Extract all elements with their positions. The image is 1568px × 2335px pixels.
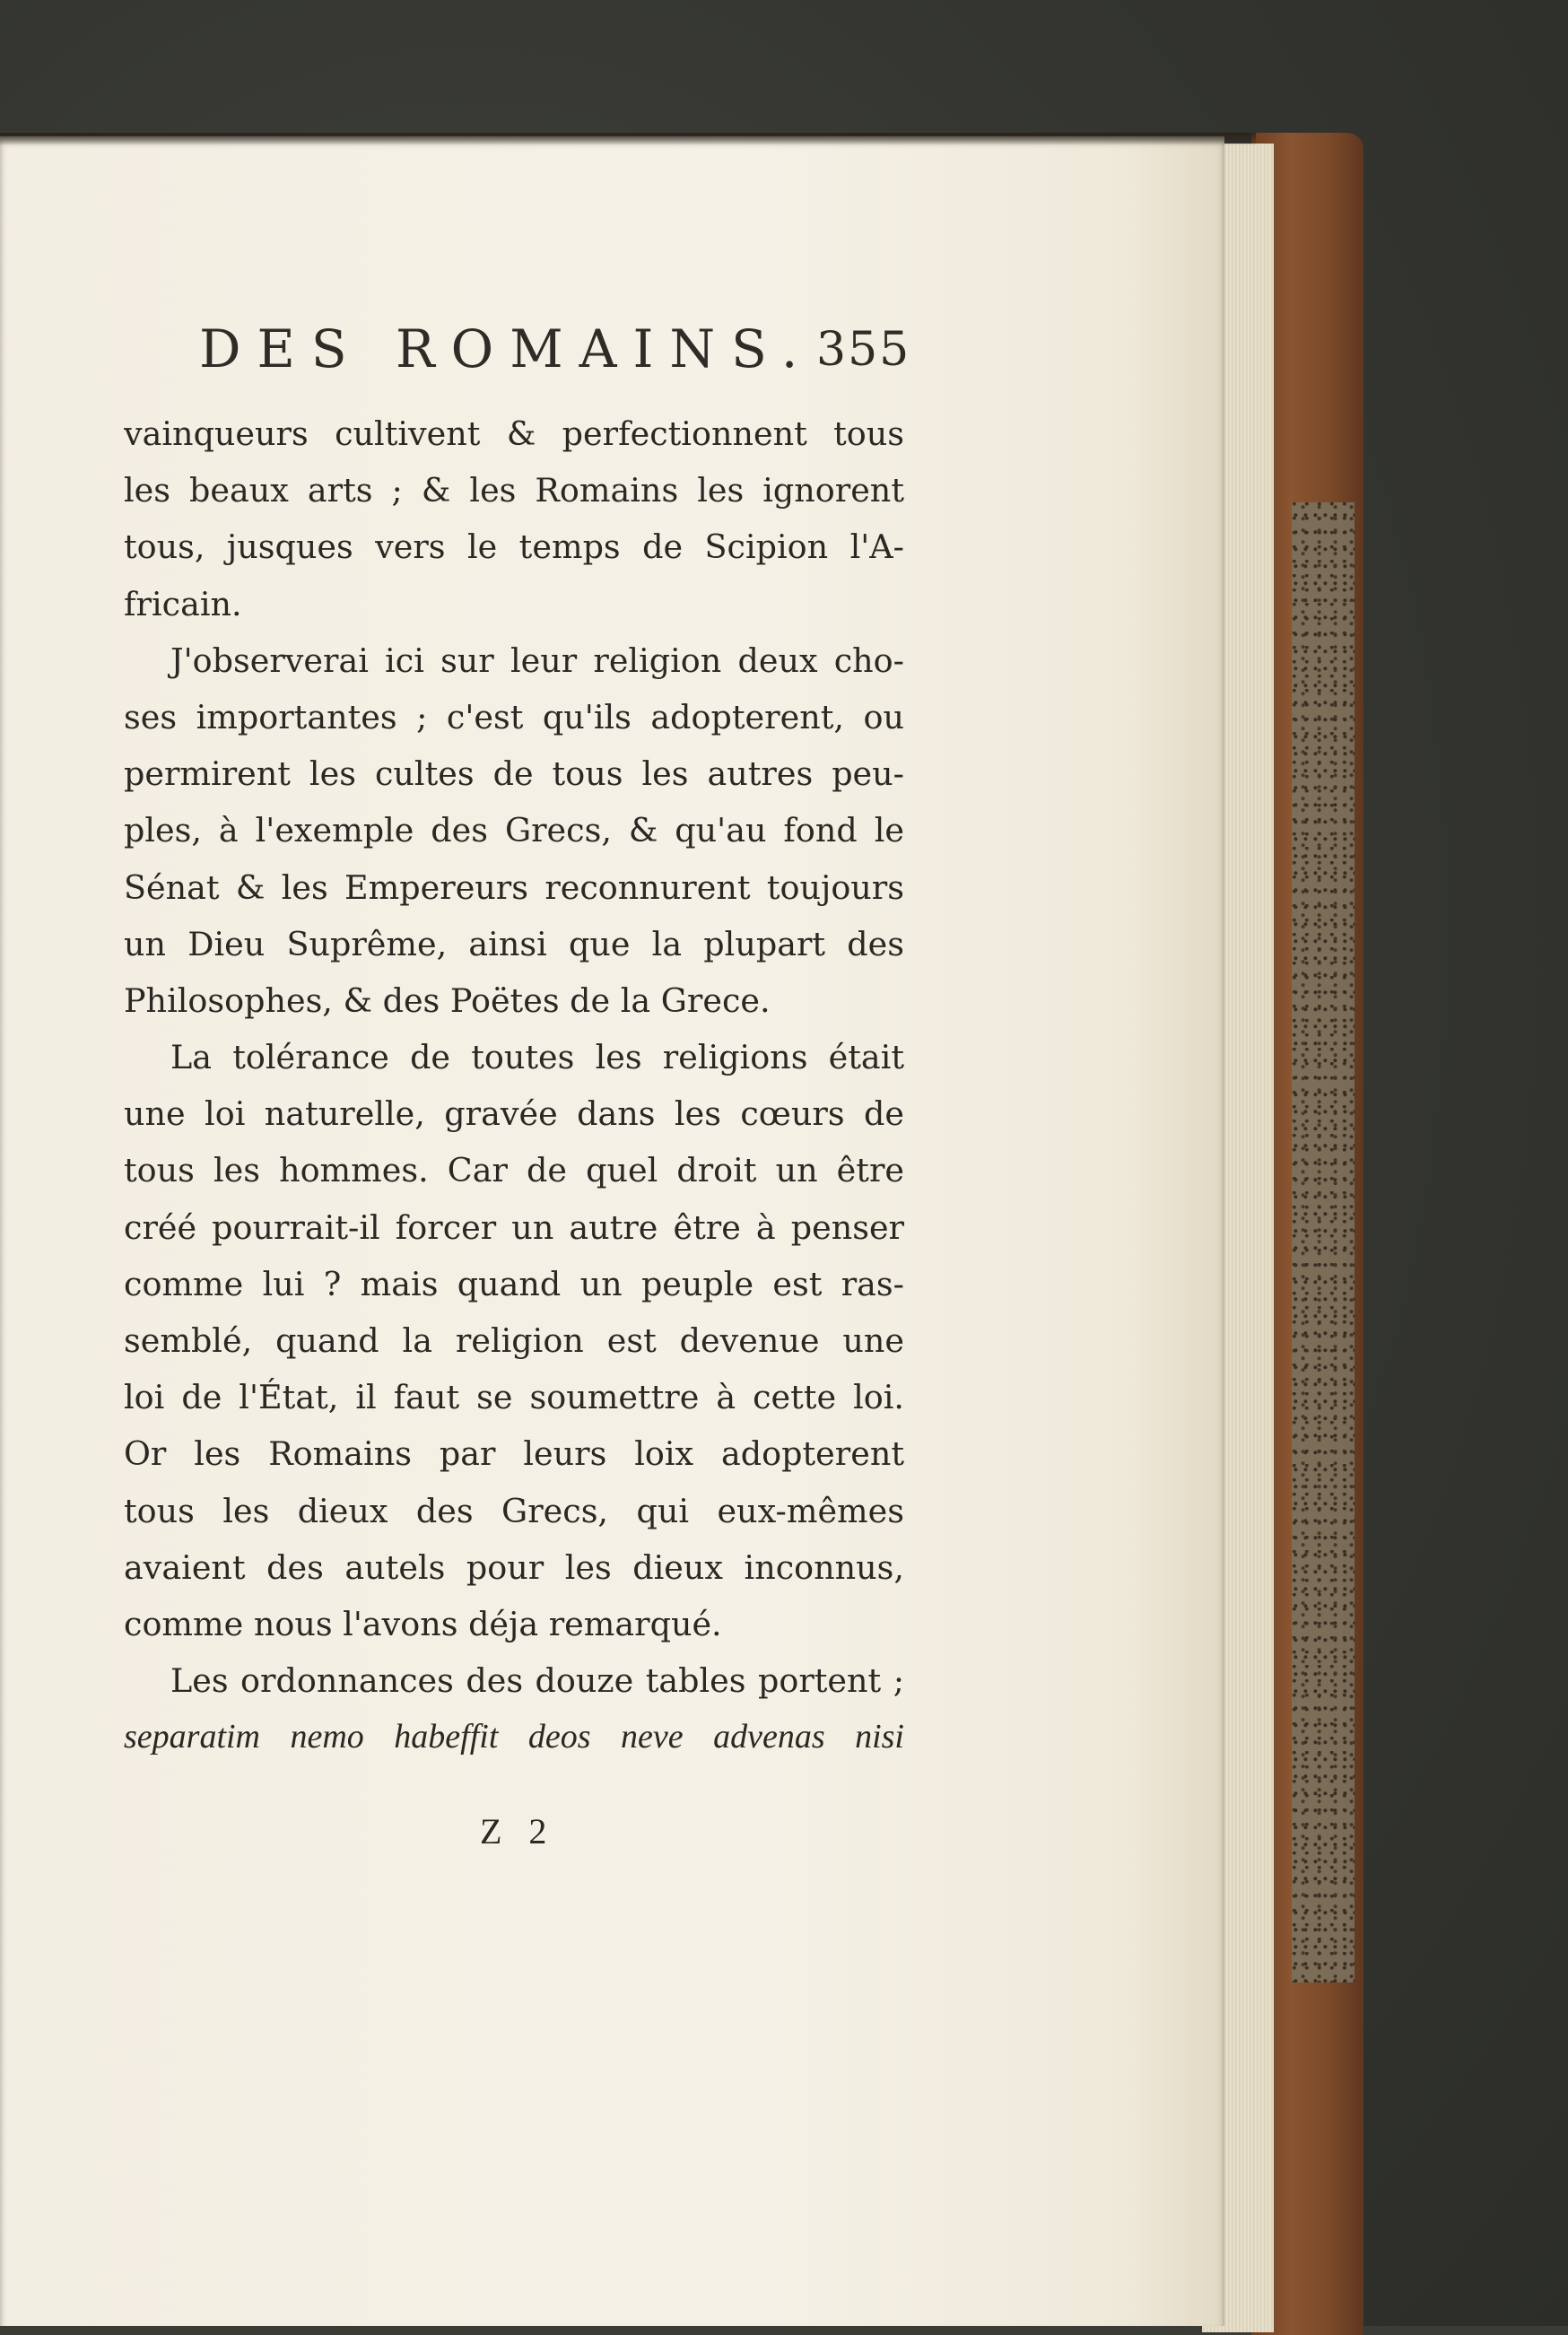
text-line: ses importantes ; c'est qu'ils adopterent, ou [124, 697, 904, 736]
text-line: Les ordonnances des douze tables portent ; [170, 1661, 904, 1701]
text-line: Philosophes, & des Poëtes de la Grece. [124, 980, 771, 1020]
text-line-italic: separatim nemo habeffit deos neve advenas nisi [124, 1718, 904, 1756]
text-line: semblé, quand la religion est devenue une [124, 1321, 904, 1360]
text-line: permirent les cultes de tous les autres peu- [124, 754, 904, 794]
signature-mark: Z 2 [480, 1811, 556, 1851]
text-line: tous les dieux des Grecs, qui eux-mêmes [124, 1491, 904, 1530]
text-line: une loi naturelle, gravée dans les cœurs de [124, 1094, 904, 1134]
cover-marbled-edge [1292, 502, 1355, 1982]
page-top-shadow [0, 133, 1256, 145]
text-line: J'observerai ici sur leur religion deux cho- [170, 640, 904, 680]
text-line: créé pourrait-il forcer un autre être à penser [124, 1207, 904, 1247]
text-line: tous, jusques vers le temps de Scipion l'A- [124, 527, 904, 567]
text-line: Or les Romains par leurs loix adopterent [124, 1434, 904, 1474]
text-line: Sénat & les Empereurs reconnurent toujours [124, 867, 904, 907]
text-line: loi de l'État, il faut se soumettre à cette loi. [124, 1378, 904, 1417]
text-line: comme lui ? mais quand un peuple est ras- [124, 1264, 904, 1303]
text-line: vainqueurs cultivent & perfectionnent tous [124, 414, 904, 453]
text-line: un Dieu Suprême, ainsi que la plupart des [124, 924, 904, 963]
running-title: DES ROMAINS. [199, 318, 814, 379]
text-line: les beaux arts ; & les Romains les ignorent [124, 471, 904, 510]
body-text [124, 405, 904, 1766]
text-line: avaient des autels pour les dieux inconnus, [124, 1547, 904, 1587]
text-line: La tolérance de toutes les religions était [170, 1038, 904, 1077]
text-line: tous les hommes. Car de quel droit un être [124, 1151, 904, 1190]
text-line: comme nous l'avons déja remarqué. [124, 1604, 722, 1643]
text-line: ples, à l'exemple des Grecs, & qu'au fond le [124, 811, 904, 850]
page-number: 355 [816, 323, 911, 377]
text-line: fricain. [124, 584, 242, 623]
